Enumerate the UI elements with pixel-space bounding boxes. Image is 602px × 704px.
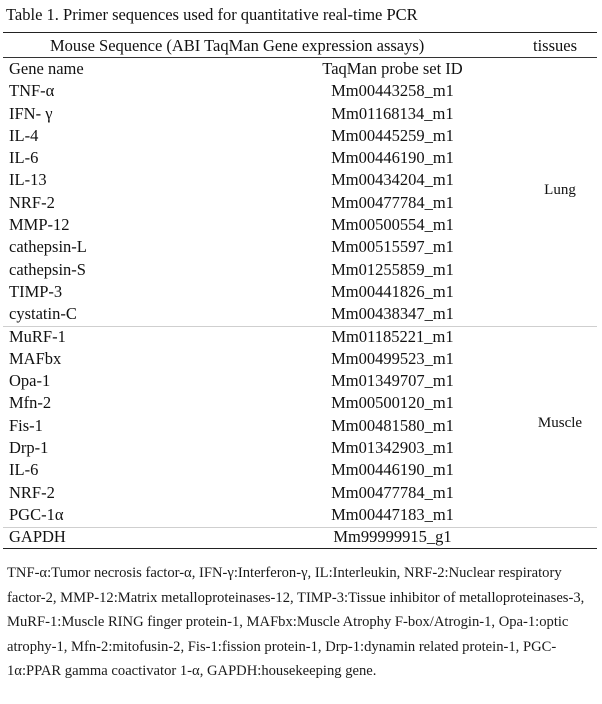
gene-name: cathepsin-L bbox=[9, 237, 87, 257]
gene-name: GAPDH bbox=[9, 527, 66, 547]
probe-id: Mm01255859_m1 bbox=[331, 259, 454, 279]
table-row bbox=[0, 348, 602, 370]
table-row bbox=[0, 214, 602, 236]
probe-id: Mm00477784_m1 bbox=[331, 482, 454, 502]
gene-name: Mfn-2 bbox=[9, 393, 52, 413]
probe-id: Mm00447183_m1 bbox=[331, 504, 454, 524]
table-row bbox=[0, 236, 602, 258]
table-caption: Table 1. Primer sequences used for quantitative real-time PCR bbox=[6, 5, 418, 24]
table-row bbox=[0, 326, 602, 348]
table-row bbox=[0, 303, 602, 325]
probe-id: Mm99999915_g1 bbox=[333, 527, 452, 547]
table-row bbox=[0, 80, 602, 102]
probe-id: Mm00500120_m1 bbox=[331, 393, 454, 413]
probe-id: Mm00438347_m1 bbox=[331, 304, 454, 324]
table-row bbox=[0, 125, 602, 147]
gene-name: NRF-2 bbox=[9, 192, 55, 212]
probe-id: Mm00445259_m1 bbox=[331, 125, 454, 145]
gene-name: MAFbx bbox=[9, 348, 62, 368]
gene-name: cathepsin-S bbox=[9, 259, 86, 279]
probe-id: Mm01342903_m1 bbox=[331, 438, 454, 458]
probe-id: Mm00441826_m1 bbox=[331, 281, 454, 301]
group-header: Mouse Sequence (ABI TaqMan Gene expression assays) bbox=[50, 36, 425, 55]
column-header-row bbox=[0, 58, 602, 80]
gene-name: NRF-2 bbox=[9, 482, 55, 502]
table-row bbox=[0, 103, 602, 125]
muscle-control-separator bbox=[3, 527, 597, 528]
table-row bbox=[0, 281, 602, 303]
gene-name: TNF-α bbox=[9, 81, 55, 101]
lung-row-group bbox=[0, 80, 602, 325]
gene-name: IL-4 bbox=[9, 125, 39, 145]
table-footnote: TNF-α:Tumor necrosis factor-α, IFN-γ:Interferon-γ, IL:Interleukin, NRF-2:Nuclear respiratory factor-2, MMP-12:Matrix metalloproteinases-12, TIMP-3:Tissue inhibitor of metalloproteinases-3, MuRF-1:Muscle RING finger protein-1, MAFbx:Muscle Atrophy F-box/Atrogin-1, Opa-1:optic atrophy-1, Mfn-2:mitofusin-2, Fis-1:fission protein-1, Drp-1:dynamin related protein-1, PGC-1α:PPAR gamma coactivator 1-α, GAPDH:housekeeping gene. bbox=[7, 565, 585, 679]
gene-name: Drp-1 bbox=[9, 438, 49, 458]
probe-id: Mm00477784_m1 bbox=[331, 192, 454, 212]
probe-id: Mm00446190_m1 bbox=[331, 148, 454, 168]
tissues-header: tissues bbox=[533, 36, 578, 55]
table-row bbox=[0, 370, 602, 392]
gene-name: IFN- γ bbox=[9, 103, 53, 123]
bottom-rule bbox=[3, 548, 597, 549]
muscle-row-group bbox=[0, 326, 602, 527]
tissue-label-lung: Lung bbox=[544, 182, 576, 198]
table-body bbox=[0, 58, 602, 549]
gene-name: Opa-1 bbox=[9, 371, 51, 391]
gene-name: MMP-12 bbox=[9, 215, 70, 235]
gene-name: IL-6 bbox=[9, 148, 39, 168]
gene-name: Fis-1 bbox=[9, 415, 43, 435]
probe-id: Mm01185221_m1 bbox=[331, 326, 454, 346]
probe-id: Mm00515597_m1 bbox=[331, 237, 454, 257]
table-row-control bbox=[0, 526, 602, 548]
probe-id: Mm01349707_m1 bbox=[331, 371, 454, 391]
table-row bbox=[0, 415, 602, 437]
gene-name: PGC-1α bbox=[9, 504, 64, 524]
probe-id: Mm00446190_m1 bbox=[331, 460, 454, 480]
table-row bbox=[0, 459, 602, 481]
probe-id-header: TaqMan probe set ID bbox=[322, 59, 463, 78]
gene-name: IL-13 bbox=[9, 170, 47, 190]
probe-id: Mm00481580_m1 bbox=[331, 415, 454, 435]
table-row bbox=[0, 169, 602, 191]
top-rule bbox=[3, 32, 597, 33]
probe-id: Mm00443258_m1 bbox=[331, 81, 454, 101]
probe-id: Mm00499523_m1 bbox=[331, 348, 454, 368]
gene-name: IL-6 bbox=[9, 460, 39, 480]
tissue-label-muscle: Muscle bbox=[537, 415, 583, 431]
table-row bbox=[0, 482, 602, 504]
gene-name: cystatin-C bbox=[9, 304, 77, 324]
table-row bbox=[0, 392, 602, 414]
probe-id: Mm00500554_m1 bbox=[331, 215, 454, 235]
table-row bbox=[0, 259, 602, 281]
table-row bbox=[0, 437, 602, 459]
table-row bbox=[0, 192, 602, 214]
gene-name-header: Gene name bbox=[9, 59, 84, 78]
probe-id: Mm00434204_m1 bbox=[331, 170, 454, 190]
lung-muscle-separator bbox=[3, 326, 597, 327]
table-row bbox=[0, 504, 602, 526]
gene-name: MuRF-1 bbox=[9, 326, 66, 346]
table-row bbox=[0, 147, 602, 169]
gene-name: TIMP-3 bbox=[9, 281, 63, 301]
probe-id: Mm01168134_m1 bbox=[331, 103, 454, 123]
